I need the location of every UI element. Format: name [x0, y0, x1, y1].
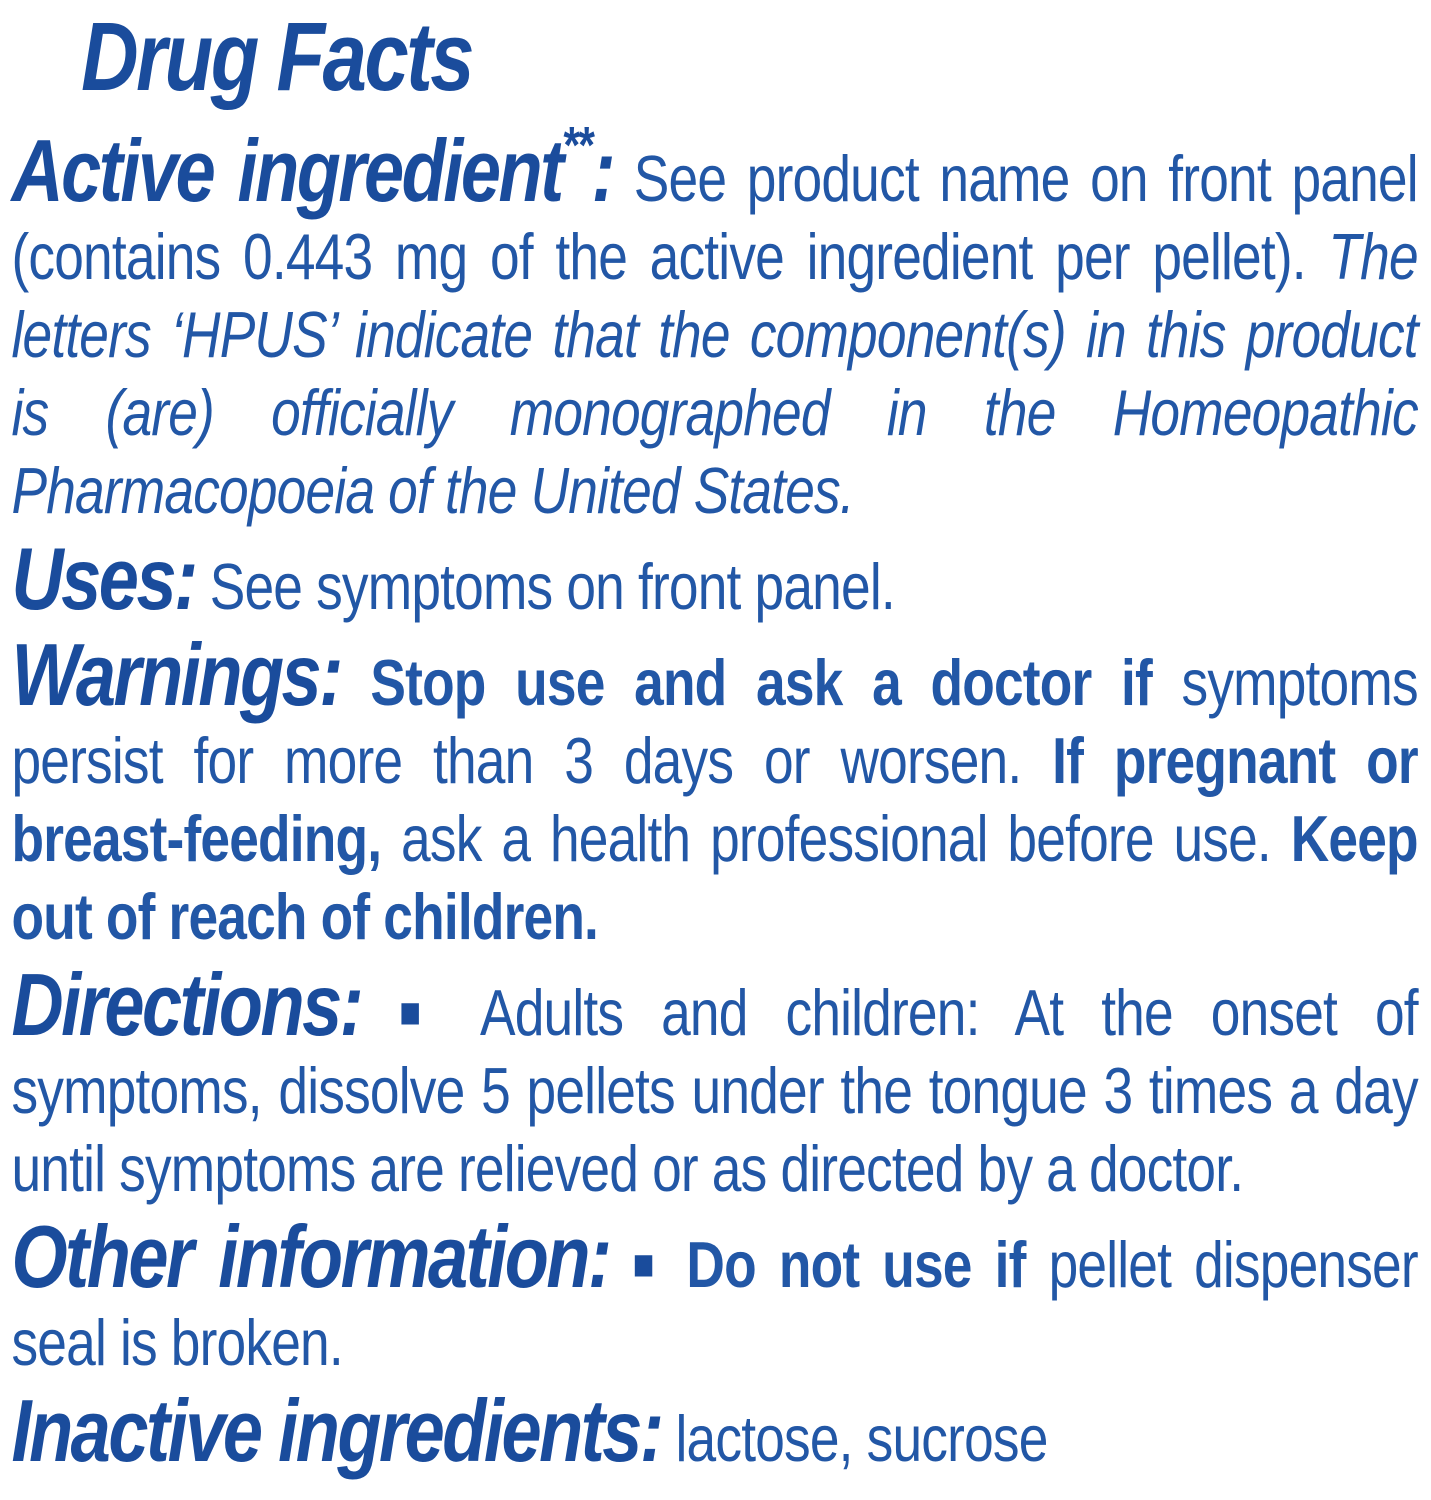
section-warnings — [11, 625, 1418, 956]
section-heading: Uses: — [11, 529, 196, 628]
text-run: Do not use if — [686, 1228, 1026, 1301]
section-directions — [11, 955, 1418, 1208]
text-run: pellet dispenser seal is broken. — [11, 1228, 1418, 1379]
section-heading: Warnings: — [11, 625, 341, 724]
section-heading: Inactive ingredients: — [11, 1381, 662, 1480]
text-run — [610, 1228, 633, 1301]
text-run: See symptoms on front panel. — [195, 550, 895, 623]
section-heading: Directions: — [11, 955, 362, 1054]
text-run: ask a health professional before use. — [381, 802, 1291, 875]
section-heading: Active ingredient — [11, 121, 562, 220]
square-bullet-icon: ■ — [632, 1240, 664, 1289]
section-active-ingredient — [11, 107, 1417, 530]
text-run: Keep out of reach of children. — [11, 802, 1418, 953]
text-run: lactose, sucrose — [661, 1402, 1048, 1475]
text-run: Stop use and ask a doctor if — [370, 646, 1152, 719]
text-run — [361, 976, 399, 1049]
text-run: If pregnant or breast-feeding, — [11, 724, 1418, 875]
section-other-information — [11, 1207, 1418, 1382]
section-uses — [11, 529, 1417, 628]
text-run: The letters ‘HPUS’ indicate that the component(s) in this product is (are) officially monographed in the Homeopathic Pharmacopoeia of the United States. — [11, 220, 1418, 527]
section-heading: : — [591, 121, 614, 220]
drug-facts-sections — [11, 107, 1417, 1478]
drug-facts-title: Drug Facts — [81, 2, 473, 111]
square-bullet-icon: ■ — [399, 988, 445, 1037]
text-run: See product name on front panel (contains 0.443 mg of the active ingredient per pellet). — [11, 142, 1418, 293]
text-run — [341, 646, 371, 719]
text-run: Adults and children: At the onset of symptoms, dissolve 5 pellets under the tongue 3 times a day until symptoms are relieved or as directed by a doctor. — [11, 976, 1418, 1205]
section-heading: Other information: — [11, 1207, 610, 1306]
section-inactive-ingredients — [11, 1381, 1417, 1480]
text-run: symptoms persist for more than 3 days or worsen. — [11, 646, 1418, 797]
text-run: ** — [561, 117, 592, 175]
text-run — [663, 1228, 686, 1301]
